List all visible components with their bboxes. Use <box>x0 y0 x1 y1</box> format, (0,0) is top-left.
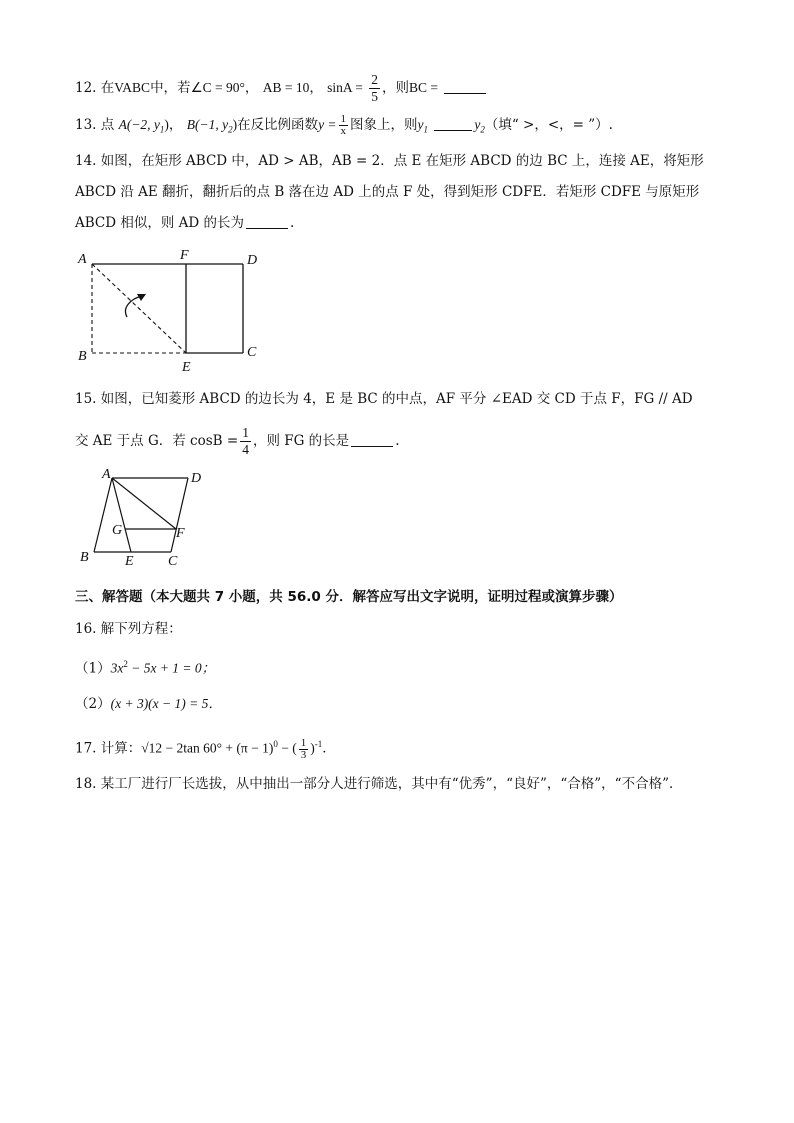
point-b <box>186 117 238 135</box>
q13-text: 在反比例函数 <box>237 117 319 133</box>
eq1-b: − 5x + 1 = 0； <box>127 660 216 676</box>
q12-fraction <box>369 72 380 105</box>
q17-expr: ) <box>310 740 315 756</box>
segment-ae <box>112 478 131 552</box>
label-c: C <box>168 554 178 569</box>
edge-ab <box>94 478 112 552</box>
q12-angle: ∠C = 90°， <box>190 80 259 95</box>
q12-text: 中，若 <box>150 80 191 96</box>
label-d: D <box>191 471 202 486</box>
label-b: B <box>78 349 87 364</box>
label-f: F <box>176 526 185 541</box>
question-15-line-1: 15. 如图，已知菱形 ABCD 的边长为 4，E 是 BC 的中点，AF 平分 ∠EAD 交 CD 于点 F，FG // AD <box>75 391 693 407</box>
fold-line-ae <box>92 264 186 353</box>
question-12 <box>75 72 488 105</box>
frac-num: 2 <box>371 72 378 87</box>
question-number: 12. <box>75 80 97 96</box>
question-16-part-1 <box>75 654 215 679</box>
q14-text: . <box>290 215 295 231</box>
point-b-text: B(−1, y <box>186 117 229 132</box>
q17-expr: − ( <box>277 740 297 756</box>
question-14-line-1: 14. 如图，在矩形 ABCD 中，AD > AB，AB = 2．点 E 在矩形 ABCD 的边 BC 上，连接 AE，将矩形 <box>75 153 704 169</box>
label-f: F <box>180 248 189 263</box>
point-a <box>118 117 183 135</box>
frac-den: x <box>340 125 347 137</box>
q13-fraction <box>339 114 349 137</box>
q12-triangle: VABC <box>114 80 151 95</box>
label-c: C <box>247 345 257 360</box>
q17-label: 17. 计算： <box>75 740 142 757</box>
eq2: (x + 3)(x − 1) = 5． <box>110 696 222 711</box>
label-d: D <box>247 253 258 268</box>
q17-fraction <box>299 738 309 761</box>
answer-blank[interactable] <box>351 432 393 447</box>
q15-text: 交 AE 于点 G．若 cosB = <box>75 433 239 449</box>
q14-rectangle-figure <box>70 242 270 377</box>
subscript: 2 <box>480 124 485 135</box>
y1-letter: y <box>417 117 424 132</box>
part-label: （1） <box>75 660 111 677</box>
superscript: 2 <box>123 659 128 669</box>
q15-text: ，则 FG 的长是 <box>252 433 350 449</box>
point-b-end: ) <box>232 117 238 132</box>
question-16-part-2 <box>75 694 222 714</box>
label-a: A <box>102 467 111 482</box>
question-number: 13. <box>75 117 97 133</box>
q17-end: ． <box>322 740 336 757</box>
frac-den: 3 <box>300 748 307 761</box>
q12-sin: sinA = <box>327 80 363 95</box>
q12-bc: BC = <box>408 80 438 95</box>
label-a: A <box>78 252 87 267</box>
question-13 <box>75 114 613 140</box>
label-e: E <box>182 360 191 375</box>
frac-den: 4 <box>242 442 249 457</box>
function-y: y = <box>318 117 337 132</box>
frac-num: 1 <box>242 425 249 440</box>
q12-text: 在 <box>100 80 115 96</box>
q15-text: . <box>395 433 400 449</box>
y2 <box>474 117 485 135</box>
subscript: 1 <box>423 124 429 135</box>
q15-rhombus-figure <box>70 462 220 572</box>
question-15-line-2 <box>75 425 399 458</box>
answer-blank[interactable] <box>444 79 486 94</box>
question-14-line-2: ABCD 沿 AE 翻折，翻折后的点 B 落在边 AD 上的点 F 处，得到矩形 CDFE．若矩形 CDFE 与原矩形 <box>75 184 700 200</box>
question-16-title: 16. 解下列方程： <box>75 621 182 637</box>
q13-text: （填“ >，<，= ”）. <box>484 117 613 133</box>
frac-num: 1 <box>300 736 307 749</box>
q12-text: ，则 <box>381 80 409 96</box>
point-a-text: A(−2, y <box>118 117 160 132</box>
y2-letter: y <box>474 117 481 132</box>
superscript: -1 <box>314 739 323 749</box>
answer-blank[interactable] <box>246 214 288 229</box>
label-b: B <box>80 550 89 565</box>
label-e: E <box>125 554 134 569</box>
segment-af <box>112 478 176 529</box>
q14-text: ABCD 相似，则 AD 的长为 <box>75 215 245 231</box>
frac-num: 1 <box>340 113 347 125</box>
eq1-a: 3x <box>110 660 124 676</box>
q13-text: 点 <box>100 117 115 133</box>
point-a-end: )， <box>164 117 183 132</box>
y1 <box>417 117 429 135</box>
q17-expr: √12 − 2tan 60° + (π − 1) <box>141 740 274 756</box>
q12-ab: AB = 10， <box>262 80 323 95</box>
part-label: （2） <box>75 696 111 712</box>
subscript: 2 <box>228 124 233 135</box>
answer-blank[interactable] <box>434 116 472 131</box>
q15-fraction <box>240 425 251 458</box>
subscript: 1 <box>159 124 165 135</box>
section-heading: 三、解答题（本大题共 7 小题，共 56.0 分．解答应写出文字说明，证明过程或演算步骤） <box>75 589 623 605</box>
label-g: G <box>112 523 123 538</box>
frac-den: 5 <box>371 89 378 104</box>
fold-arrow <box>125 296 142 317</box>
superscript: 0 <box>273 739 278 749</box>
q13-text: 图象上，则 <box>350 117 418 133</box>
question-17 <box>75 734 336 761</box>
question-18: 18. 某工厂进行厂长选拔，从中抽出一部分人进行筛选，其中有“优秀”，“良好”，“合格”，“不合格”． <box>75 776 683 792</box>
question-14-line-3 <box>75 213 294 233</box>
